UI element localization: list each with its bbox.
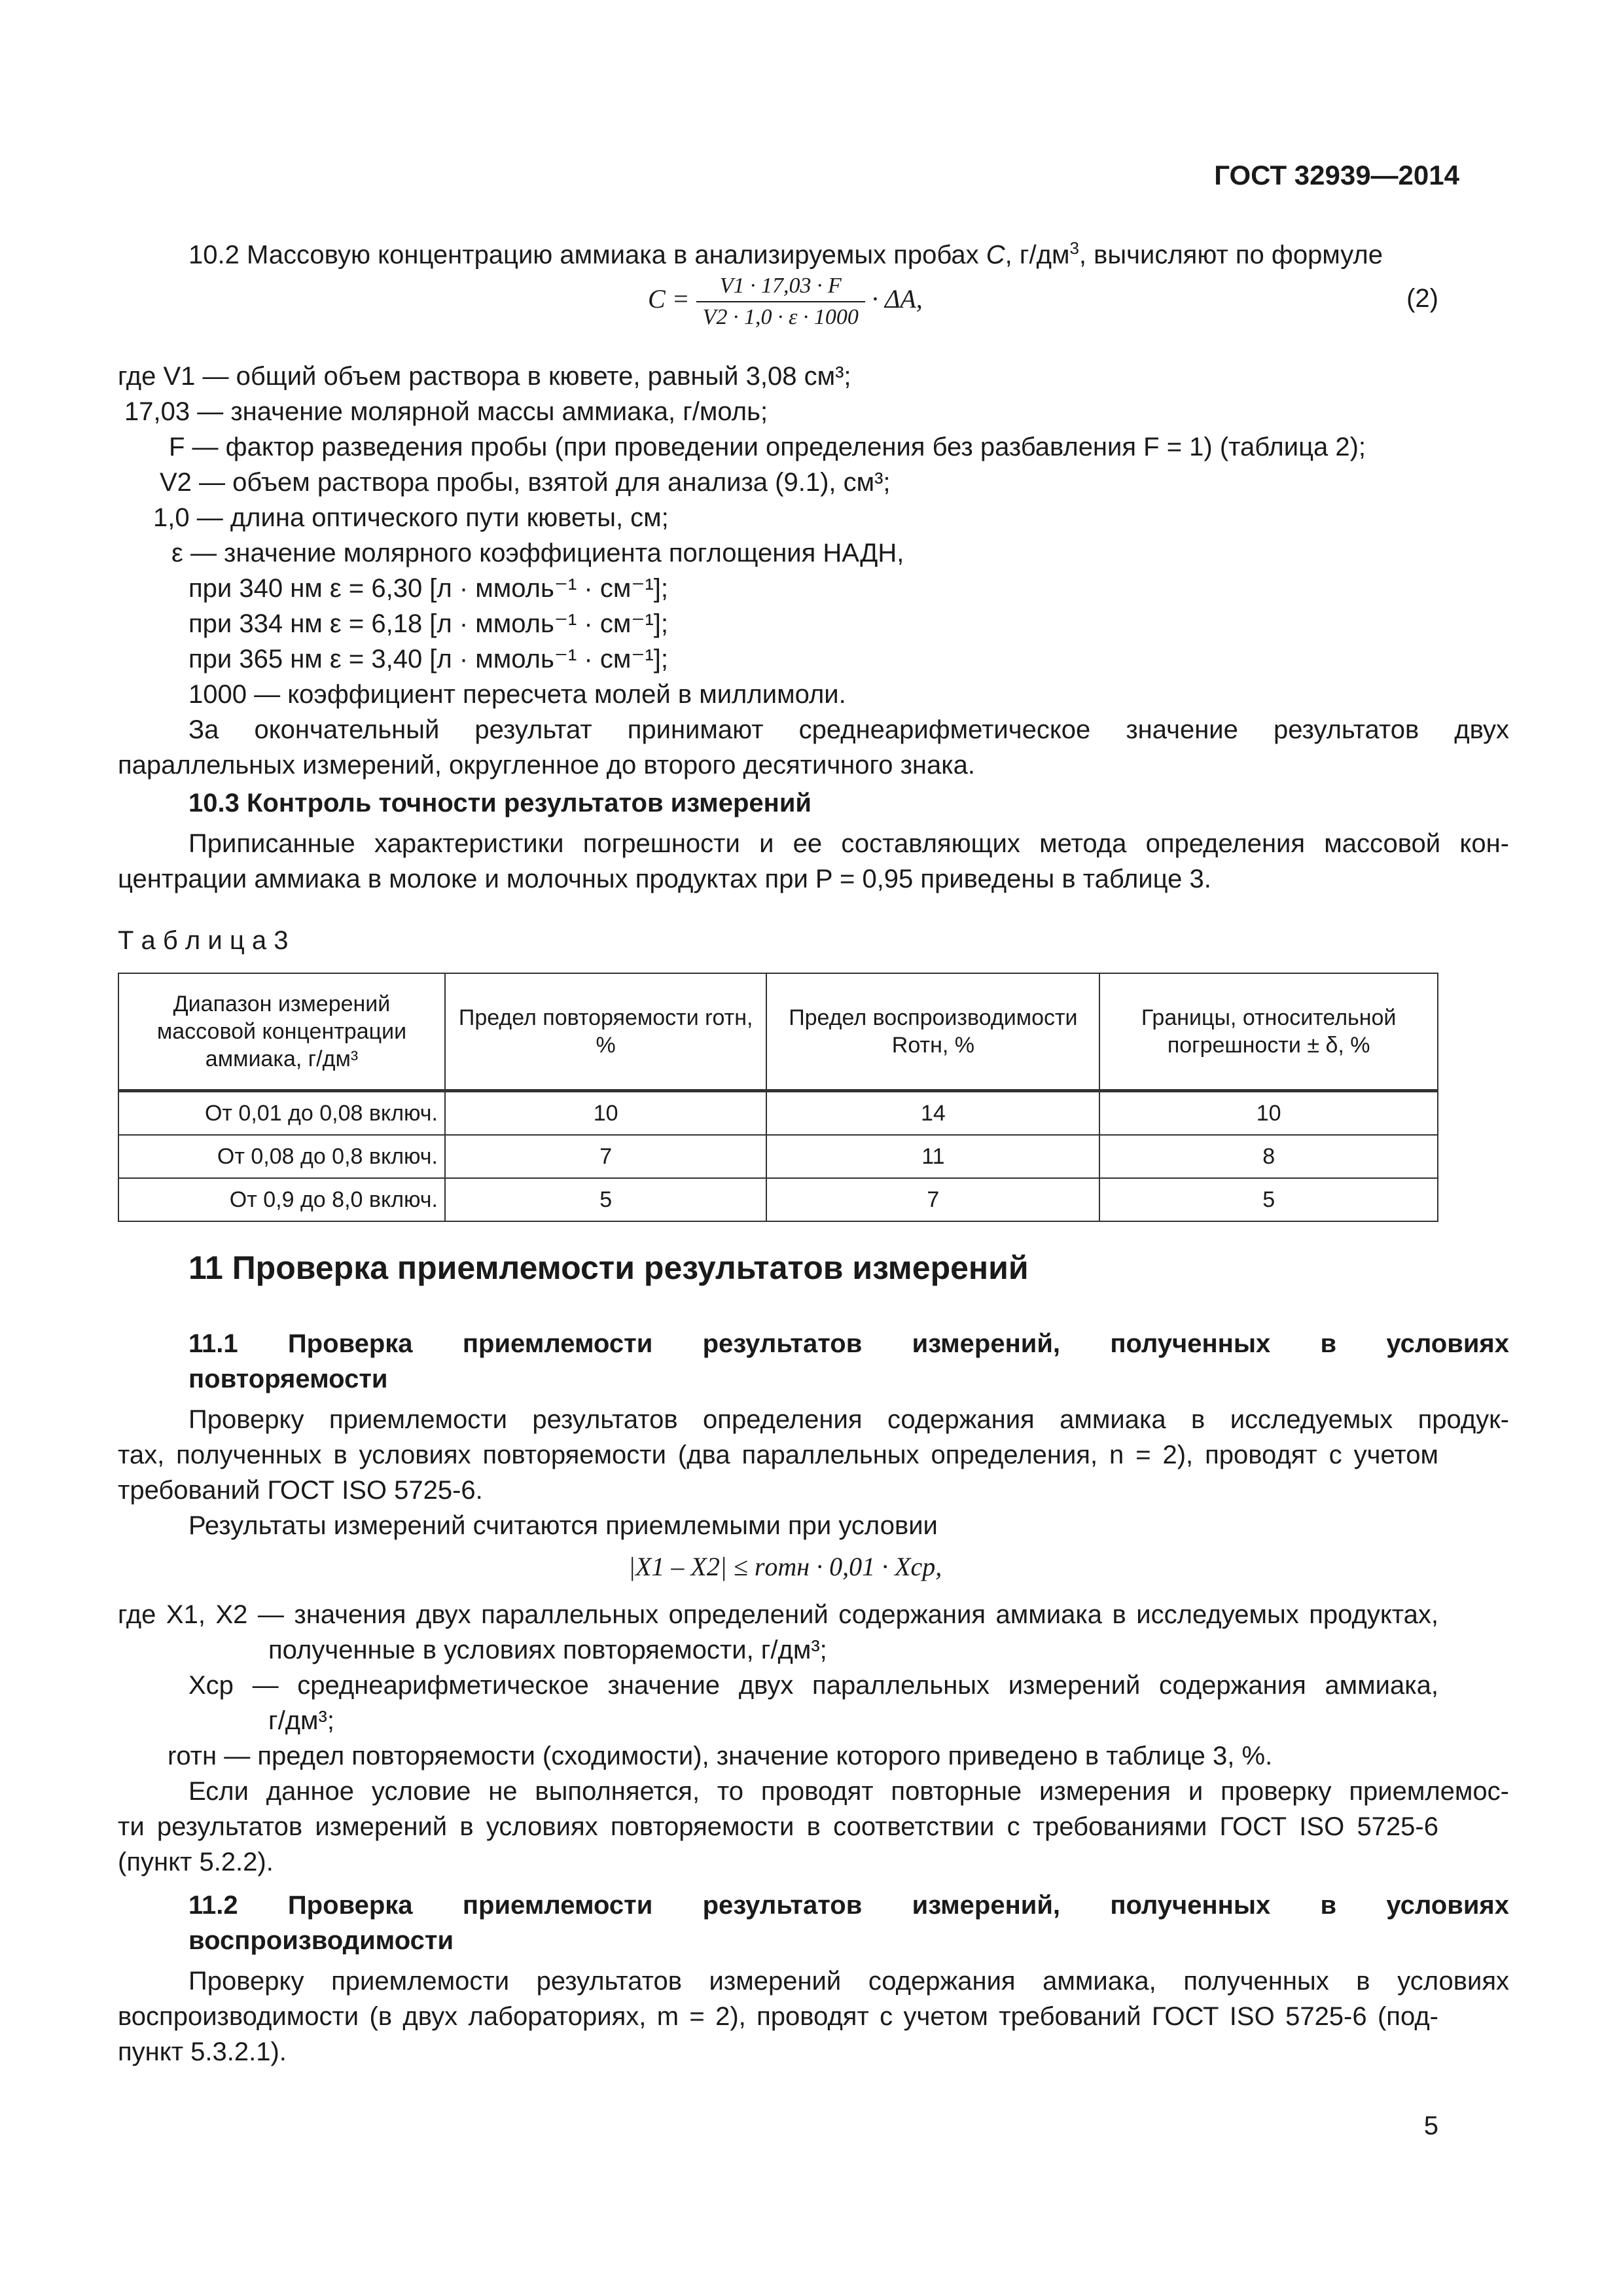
section-11-2-heading: воспроизводимости (188, 1926, 454, 1955)
section-10-3-paragraph: Приписанные характеристики погрешности и ее составляющих метода определения массовой кон- (188, 829, 1509, 858)
page-number: 5 (1423, 2111, 1438, 2140)
where-item: где V1 — общий объем раствора в кювете, равный 3,08 см³; (118, 362, 851, 391)
acceptability-condition: |X1 – X2| ≤ rотн · 0,01 · Xср, (628, 1552, 942, 1581)
table-cell: 14 (766, 1091, 1099, 1136)
table-header-cell: Предел воспроизводимости Rотн, % (766, 973, 1099, 1091)
table-row (118, 1178, 1438, 1221)
table-cell: 7 (766, 1178, 1099, 1221)
table-header-row (118, 973, 1438, 1091)
section-10-3-heading: 10.3 Контроль точности результатов измерений (188, 789, 812, 817)
paragraph: пункт 5.3.2.1). (118, 2037, 287, 2066)
where-item: при 334 нм ε = 6,18 [л · ммоль⁻¹ · см⁻¹]; (188, 609, 668, 638)
where-item: rотн — предел повторяемости (сходимости), значение которого приведено в таблице 3, %. (168, 1742, 1273, 1770)
table-cell: 5 (445, 1178, 766, 1221)
table-cell: 10 (1099, 1091, 1438, 1136)
where-item: при 365 нм ε = 3,40 [л · ммоль⁻¹ · см⁻¹]; (188, 645, 668, 673)
table-cell: 7 (445, 1135, 766, 1178)
where-item: ε — значение молярного коэффициента поглощения НАДН, (171, 539, 904, 567)
table-header-cell: Границы, относительной погрешности ± δ, % (1099, 973, 1438, 1091)
equation-number: (2) (1406, 284, 1438, 313)
formula-denominator: V2 · 1,0 · ε · 1000 (702, 305, 859, 329)
paragraph: Результаты измерений считаются приемлемыми при условии (188, 1511, 938, 1540)
where-item: при 340 нм ε = 6,30 [л · ммоль⁻¹ · см⁻¹]; (188, 574, 668, 603)
where-item: полученные в условиях повторяемости, г/дм³; (268, 1636, 827, 1664)
where-item: Xср — среднеарифметическое значение двух параллельных измерений содержания аммиака, (188, 1671, 1438, 1700)
document-code: ГОСТ 32939—2014 (1214, 160, 1459, 190)
final-result-line: параллельных измерений, округленное до второго десятичного знака. (118, 751, 975, 780)
section-11-2-heading: 11.2 Проверка приемлемости результатов измерений, полученных в условиях (188, 1891, 1509, 1920)
table-row (118, 1091, 1438, 1136)
final-result-line: За окончательный результат принимают среднеарифметическое значение результатов двух (188, 715, 1509, 744)
table-cell: От 0,08 до 0,8 включ. (118, 1135, 445, 1178)
formula-rhs: · ΔA, (871, 284, 923, 314)
table-cell: 5 (1099, 1178, 1438, 1221)
paragraph: ти результатов измерений в условиях повторяемости в соответствии с требованиями ГОСТ ISO 5725-6 (118, 1812, 1438, 1841)
table-header-cell: Диапазон измерений массовой концентрации аммиака, г/дм³ (118, 973, 445, 1091)
formula-fraction (696, 274, 865, 330)
formula-lhs: C = (648, 284, 690, 314)
paragraph: тах, полученных в условиях повторяемости (два параллельных определения, n = 2), проводят с учетом (118, 1441, 1438, 1469)
where-item: F — фактор разведения пробы (при проведении определения без разбавления F = 1) (таблица 2); (169, 433, 1366, 461)
where-item: 1000 — коэффициент пересчета молей в миллимоли. (188, 680, 846, 709)
paragraph: Проверку приемлемости результатов определения содержания аммиака в исследуемых продук- (188, 1405, 1509, 1434)
section-10-2-paragraph: 10.2 Массовую концентрацию аммиака в анализируемых пробах C, $г/дм^3$, вычисляют по формуле (188, 238, 1383, 270)
section-10-3-paragraph: центрации аммиака в молоке и молочных продуктах при P = 0,95 приведены в таблице 3. (118, 865, 1211, 893)
formula-numerator: V1 · 17,03 · F (696, 274, 865, 302)
section-11-heading: 11 Проверка приемлемости результатов измерений (188, 1249, 1029, 1286)
where-item: 17,03 — значение молярной массы аммиака, г/моль; (124, 397, 768, 426)
table-3 (118, 973, 1438, 1222)
table-cell: 10 (445, 1091, 766, 1136)
section-11-1-heading: 11.1 Проверка приемлемости результатов измерений, полученных в условиях (188, 1329, 1509, 1358)
paragraph: требований ГОСТ ISO 5725-6. (118, 1476, 483, 1505)
where-item: V2 — объем раствора пробы, взятой для анализа (9.1), см³; (160, 468, 891, 497)
where-item: г/дм³; (268, 1706, 334, 1735)
section-11-1-heading: повторяемости (188, 1365, 388, 1393)
paragraph: Проверку приемлемости результатов измерений содержания аммиака, полученных в условиях (188, 1967, 1509, 1996)
paragraph: (пункт 5.2.2). (118, 1848, 274, 1876)
formula-2 (648, 274, 923, 330)
paragraph: воспроизводимости (в двух лабораториях, m = 2), проводят с учетом требований ГОСТ ISO 5725-6 (под- (118, 2002, 1438, 2031)
table-cell: От 0,9 до 8,0 включ. (118, 1178, 445, 1221)
table-caption: Т а б л и ц а 3 (118, 926, 289, 955)
table-row (118, 1135, 1438, 1178)
where-item: где X1, X2 — значения двух параллельных определений содержания аммиака в исследуемых продуктах, (118, 1600, 1438, 1629)
table-header-cell: Предел повторяемости rотн, % (445, 973, 766, 1091)
table-cell: От 0,01 до 0,08 включ. (118, 1091, 445, 1136)
table-cell: 8 (1099, 1135, 1438, 1178)
where-item: 1,0 — длина оптического пути кюветы, см; (153, 503, 669, 532)
paragraph: Если данное условие не выполняется, то проводят повторные измерения и проверку приемлемос- (188, 1777, 1509, 1806)
table-cell: 11 (766, 1135, 1099, 1178)
